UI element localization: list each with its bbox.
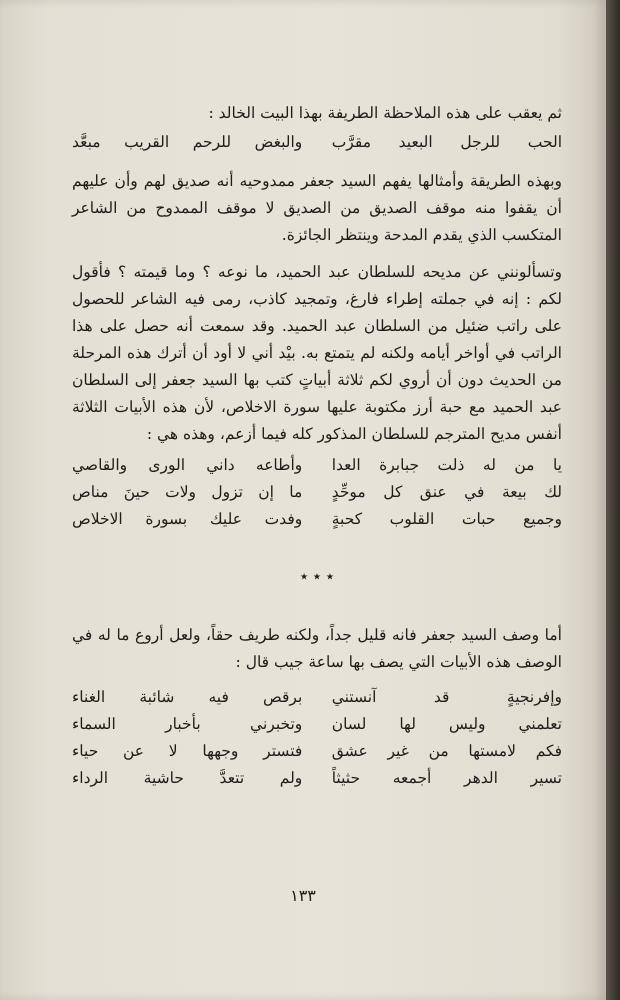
verse-second-hemistich: وأطاعه داني الورى والقاصي bbox=[72, 456, 303, 474]
verse-second-hemistich: والبغض للرحم القريب مبعَّد bbox=[72, 133, 303, 151]
verse-line bbox=[72, 684, 562, 711]
verse-line bbox=[72, 452, 562, 479]
verse-line bbox=[72, 506, 562, 533]
poem-block bbox=[72, 452, 562, 533]
verse-line bbox=[72, 479, 562, 506]
verse-line bbox=[72, 738, 562, 765]
section-separator: ٭ ٭ ٭ bbox=[299, 567, 335, 585]
verse-second-hemistich: وتخبرني بأخبار السماء bbox=[72, 715, 303, 733]
paragraph: أما وصف السيد جعفر فانه قليل جداً، ولكنه طريف حقاً، ولعل أروع ما له في الوصف هذه الأبيات التي يصف بها ساعة جيب قال : bbox=[72, 626, 562, 671]
verse-second-hemistich: وفدت عليك بسورة الاخلاص bbox=[72, 510, 303, 528]
verse-line bbox=[72, 765, 562, 792]
verse-first-hemistich: وإفرنجيةٍ قد آنستني bbox=[331, 688, 562, 706]
page-edge-shadow bbox=[606, 0, 620, 1000]
verse-first-hemistich: يا من له ذلت جبابرة العدا bbox=[331, 456, 562, 474]
verse-first-hemistich: تعلمني وليس لها لسان bbox=[331, 715, 562, 733]
verse-first-hemistich: وجميع حبات القلوب كحبةٍ bbox=[331, 510, 562, 528]
verse-line bbox=[72, 129, 562, 156]
verse-first-hemistich: فكم لامستها من غير عشق bbox=[331, 742, 562, 760]
verse-second-hemistich: ما إن تزول ولات حينَ مناص bbox=[72, 483, 303, 501]
verse-second-hemistich: ولم تتعدَّ حاشية الرداء bbox=[72, 769, 303, 787]
intro-line: ثم يعقب على هذه الملاحظة الطريفة بهذا البيت الخالد : bbox=[208, 104, 562, 122]
page-number: ١٣٣ bbox=[290, 886, 316, 905]
verse-first-hemistich: تسير الدهر أجمعه حثيثاً bbox=[331, 769, 562, 787]
verse-second-hemistich: برقص فيه شائبة الغناء bbox=[72, 688, 303, 706]
verse-second-hemistich: فتستر وجهها لا عن حياء bbox=[72, 742, 303, 760]
page-text bbox=[72, 100, 562, 792]
poem-block bbox=[72, 684, 562, 792]
verse-line bbox=[72, 711, 562, 738]
paragraph: وتسألونني عن مديحه للسلطان عبد الحميد، ما نوعه ؟ وما قيمته ؟ فأقول لكم : إنه في جملته إطراء فارغ، وتمجيد كاذب، رمى فيه الشاعر للحصول على راتب ضئيل من السلطان عبد الحميد. وقد سمعت أنه حصل على هذا الراتب في أواخر أيامه ولكنه لم يتمتع به. بيْد أني لا أود أن أترك هذه المرحلة من الحديث دون أن أروي لكم ثلاثة أبياتٍ كتب بها السيد جعفر إلى السلطان عبد الحميد مع حبة أرز مكتوبة عليها سورة الاخلاص، لأن هذه الأبيات الثلاثة أنفس مديح المترجم للسلطان المذكور كله فيما أزعم، وهذه هي : bbox=[72, 263, 562, 443]
paragraph: وبهذه الطريقة وأمثالها يفهم السيد جعفر ممدوحيه أنه صديق لهم وأن عليهم أن يقفوا منه موقف الصديق من الصديق لا موقف الممدوح من الشاعر المتكسب الذي يقدم المدحة وينتظر الجائزة. bbox=[72, 172, 562, 244]
verse-first-hemistich: الحب للرجل البعيد مقرَّب bbox=[331, 133, 562, 151]
verse-first-hemistich: لك بيعة في عنق كل موحِّدٍ bbox=[331, 483, 562, 501]
